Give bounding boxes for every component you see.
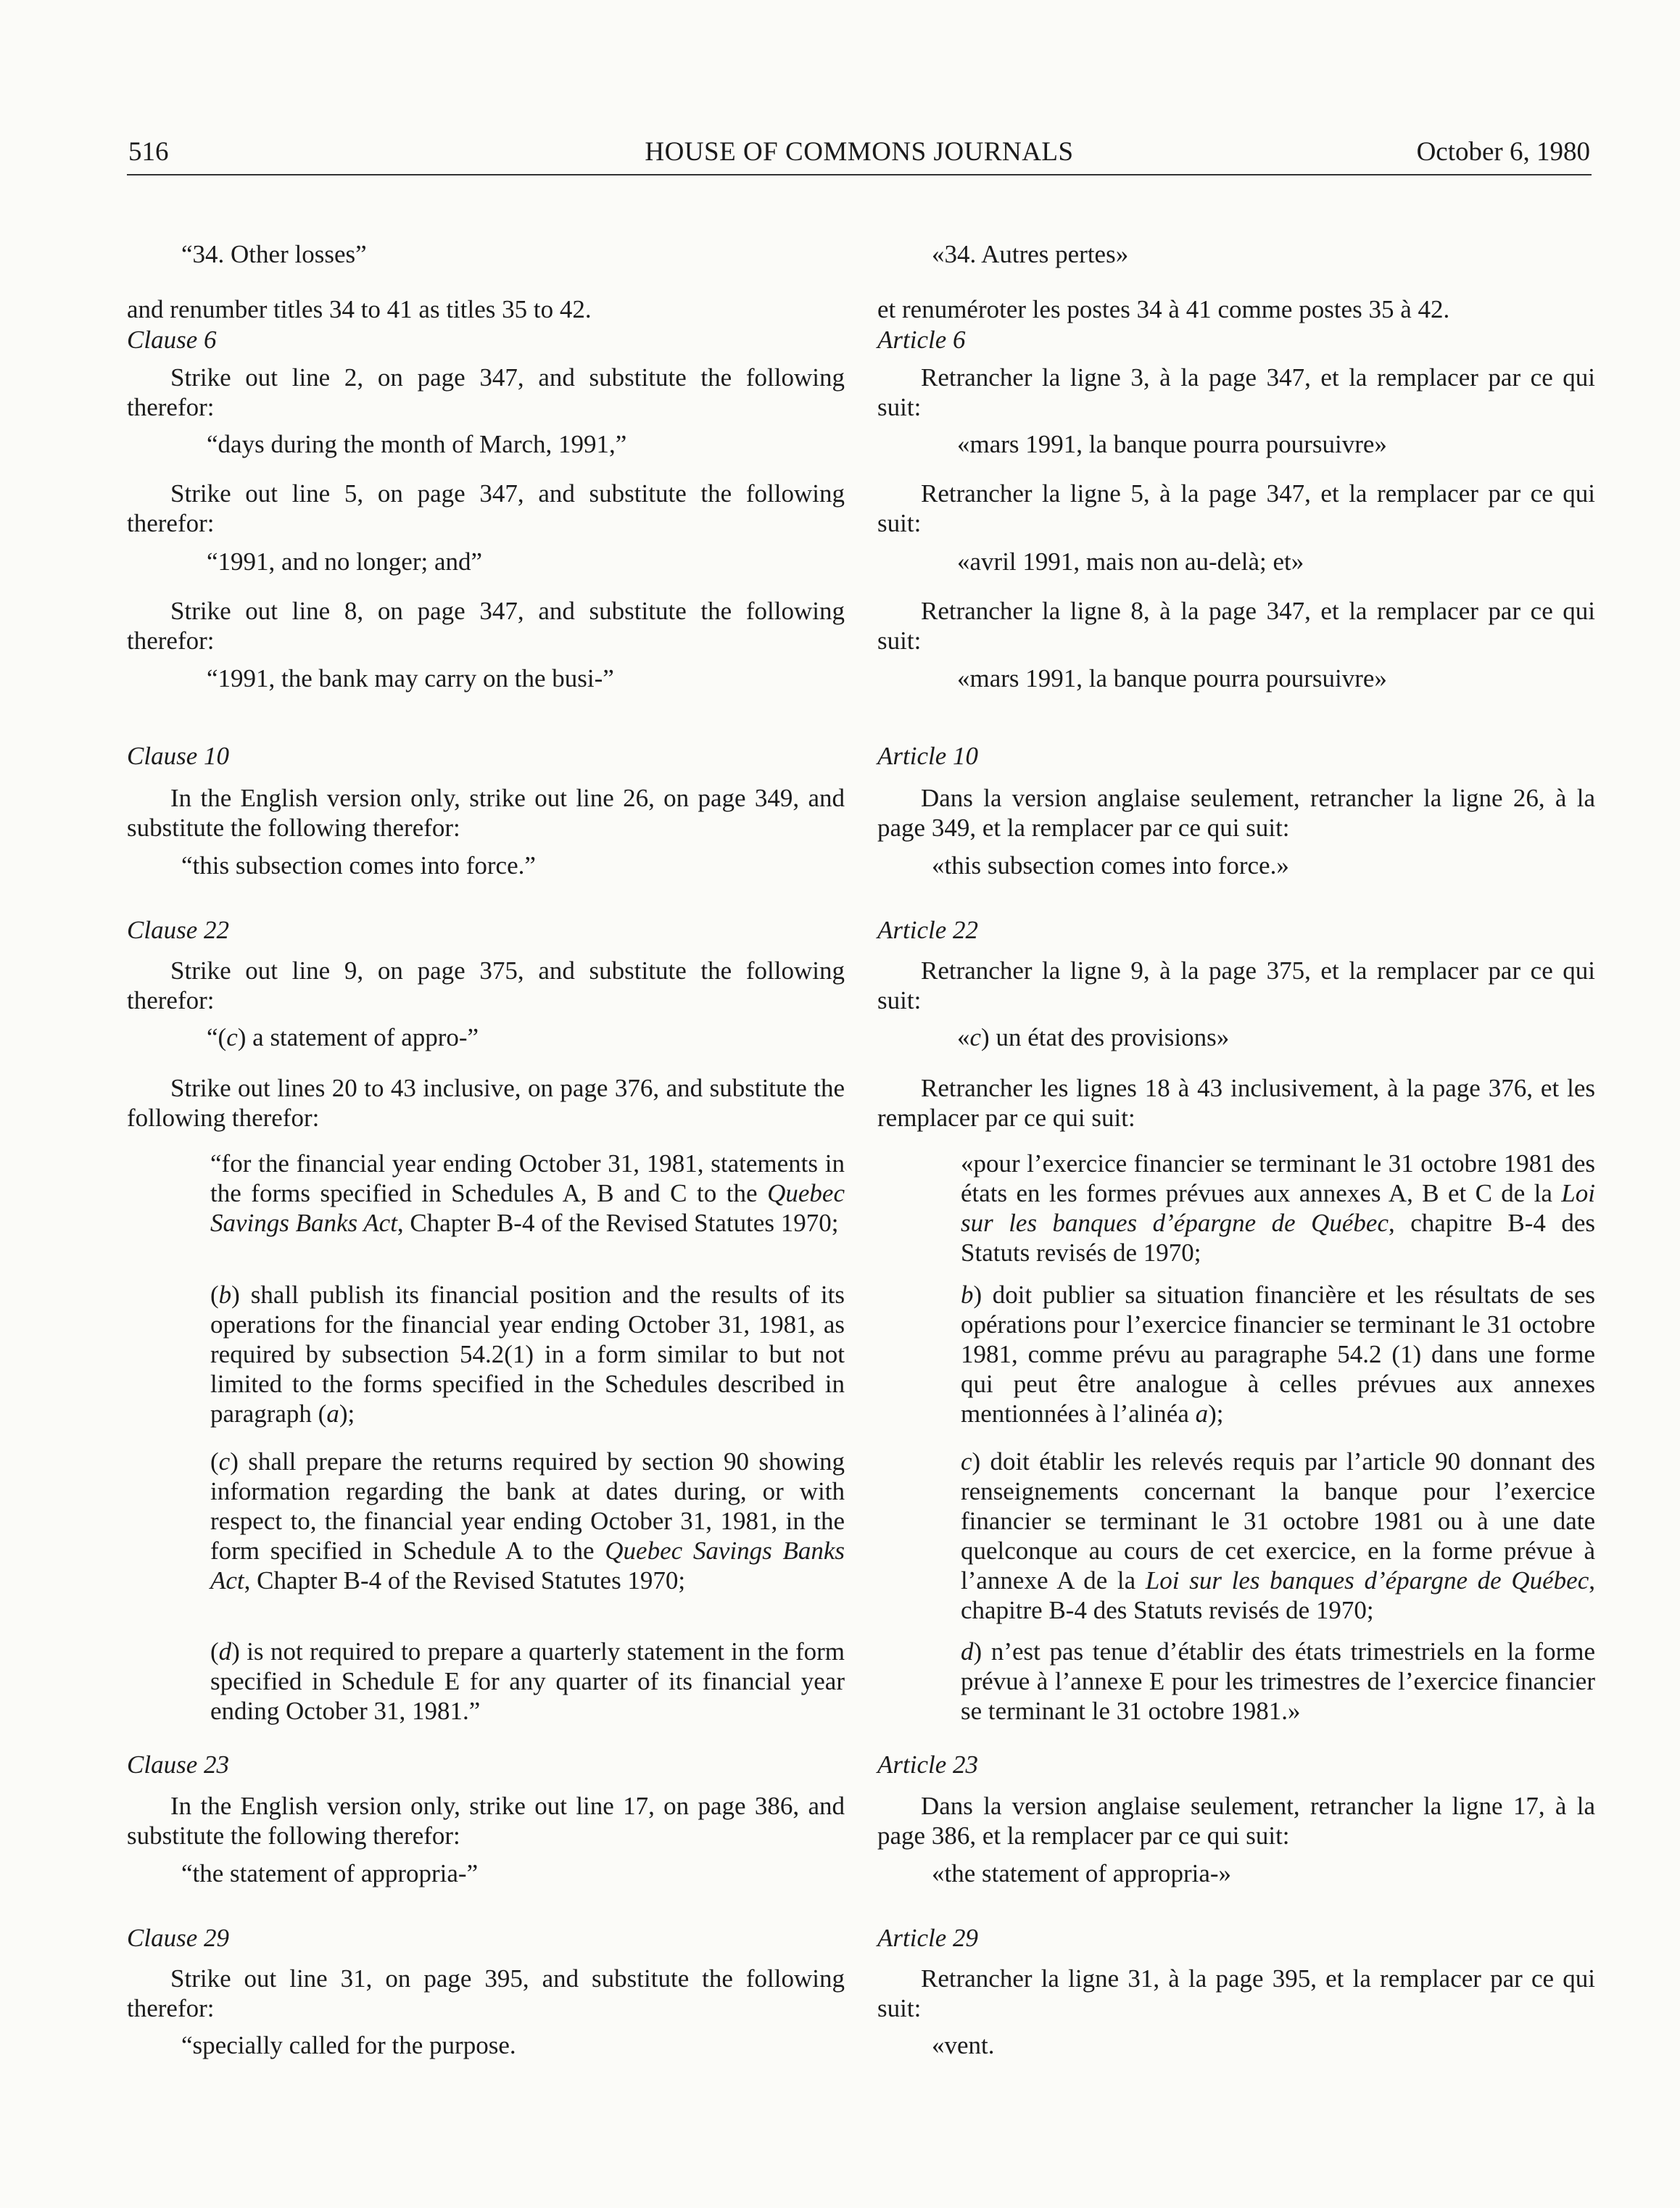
- article-22-quote-1: «c) un état des provisions»: [957, 1023, 1230, 1051]
- article-6-quote-3: «mars 1991, la banque pourra poursuivre»: [957, 664, 1387, 692]
- article-29-instruction: Retrancher la ligne 31, à la page 395, et la remplacer par ce qui suit:: [877, 1964, 1595, 2022]
- clause-6-quote-3: “1991, the bank may carry on the busi-”: [207, 664, 614, 692]
- clause-6-quote-2: “1991, and no longer; and”: [207, 547, 483, 576]
- article-22-para-c: c) doit établir les relevés requis par l’article 90 donnant des renseignements concernant la banque pour l’exercice financier se terminant le 31 octobre 1981 ou à une date quelconque au cours de cet exercice, en la forme prévue à l’annexe A de la Loi sur les banques d’épargne de Québec, chapitre B-4 des Statuts revisés de 1970;: [961, 1447, 1595, 1624]
- article-22-para-d: d) n’est pas tenue d’établir des états trimestriels en la forme prévue à l’annexe E pour les trimestres de l’exercice financier se terminant le 31 octobre 1981.»: [961, 1637, 1595, 1725]
- article-6-instruction-1: Retrancher la ligne 3, à la page 347, et la remplacer par ce qui suit:: [877, 363, 1595, 421]
- header-date: October 6, 1980: [1416, 137, 1590, 167]
- clause-10-instruction: In the English version only, strike out line 26, on page 349, and substitute the following therefor:: [127, 784, 845, 842]
- article-22-para-b: b) doit publier sa situation financière et les résultats de ses opérations pour l’exercice financier se terminant le 31 octobre 1981, comme prévu au paragraphe 54.2 (1) dans une forme qui peut être analogue à celles prévues aux annexes mentionnées à l’alinéa a);: [961, 1281, 1595, 1428]
- item-34-quote: “34. Other losses”: [181, 240, 367, 268]
- article-10-heading: Article 10: [877, 742, 978, 770]
- journal-title: HOUSE OF COMMONS JOURNALS: [645, 137, 1074, 167]
- clause-6-heading: Clause 6: [127, 326, 217, 354]
- clause-22-para-d: (d) is not required to prepare a quarterly statement in the form specified in Schedule E for any quarter of its financial year ending October 31, 1981.”: [210, 1637, 845, 1725]
- article-6-quote-2: «avril 1991, mais non au-delà; et»: [957, 547, 1304, 576]
- clause-23-heading: Clause 23: [127, 1750, 229, 1779]
- article-22-instruction-2: Retrancher les lignes 18 à 43 inclusivement, à la page 376, et les remplacer par ce qui suit:: [877, 1074, 1595, 1132]
- article-22-para-a: «pour l’exercice financier se terminant le 31 octobre 1981 des états en les formes prévues aux annexes A, B et C de la Loi sur les banques d’épargne de Québec, chapitre B-4 des Statuts revisés de 1970;: [961, 1149, 1595, 1267]
- clause-22-para-a: “for the financial year ending October 31, 1981, statements in the forms specified in Schedules A, B and C to the Quebec Savings Banks Act, Chapter B-4 of the Revised Statutes 1970;: [210, 1149, 845, 1237]
- clause-23-quote: “the statement of appropria-”: [181, 1859, 479, 1887]
- article-22-heading: Article 22: [877, 916, 978, 944]
- clause-22-heading: Clause 22: [127, 916, 229, 944]
- clause-23-instruction: In the English version only, strike out line 17, on page 386, and substitute the following therefor:: [127, 1792, 845, 1850]
- article-22-instruction-1: Retrancher la ligne 9, à la page 375, et la remplacer par ce qui suit:: [877, 956, 1595, 1014]
- clause-22-instruction-1: Strike out line 9, on page 375, and substitute the following therefor:: [127, 956, 845, 1014]
- clause-29-quote: “specially called for the purpose.: [181, 2031, 516, 2059]
- article-6-heading: Article 6: [877, 326, 966, 354]
- renumber-text: and renumber titles 34 to 41 as titles 35 to 42.: [127, 295, 592, 323]
- article-6-instruction-2: Retrancher la ligne 5, à la page 347, et la remplacer par ce qui suit:: [877, 479, 1595, 537]
- clause-22-quote-1: “(c) a statement of appro-”: [207, 1023, 479, 1051]
- clause-22-para-b: (b) shall publish its financial position and the results of its operations for the financial year ending October 31, 1981, as required by subsection 54.2(1) in a form similar to but not limited to the forms specified in the Schedules described in paragraph (a);: [210, 1281, 845, 1428]
- clause-10-heading: Clause 10: [127, 742, 229, 770]
- clause-22-para-c: (c) shall prepare the returns required by section 90 showing information regarding the bank at dates during, or with respect to, the financial year ending October 31, 1981, in the form specified in Schedule A to the Quebec Savings Banks Act, Chapter B-4 of the Revised Statutes 1970;: [210, 1447, 845, 1595]
- item-34-quote-fr: «34. Autres pertes»: [932, 240, 1129, 268]
- article-10-instruction: Dans la version anglaise seulement, retrancher la ligne 26, à la page 349, et la remplacer par ce qui suit:: [877, 784, 1595, 842]
- article-10-quote: «this subsection comes into force.»: [932, 851, 1289, 880]
- article-23-instruction: Dans la version anglaise seulement, retrancher la ligne 17, à la page 386, et la remplacer par ce qui suit:: [877, 1792, 1595, 1850]
- page-number: 516: [128, 137, 169, 167]
- renumber-text-fr: et renuméroter les postes 34 à 41 comme postes 35 à 42.: [877, 295, 1450, 323]
- article-6-instruction-3: Retrancher la ligne 8, à la page 347, et la remplacer par ce qui suit:: [877, 597, 1595, 655]
- article-6-quote-1: «mars 1991, la banque pourra poursuivre»: [957, 430, 1387, 458]
- article-29-quote: «vent.: [932, 2031, 995, 2059]
- clause-29-instruction: Strike out line 31, on page 395, and substitute the following therefor:: [127, 1964, 845, 2022]
- clause-6-instruction-2: Strike out line 5, on page 347, and substitute the following therefor:: [127, 479, 845, 537]
- clause-6-instruction-3: Strike out line 8, on page 347, and substitute the following therefor:: [127, 597, 845, 655]
- clause-10-quote: “this subsection comes into force.”: [181, 851, 536, 880]
- clause-6-instruction-1: Strike out line 2, on page 347, and substitute the following therefor:: [127, 363, 845, 421]
- clause-22-instruction-2: Strike out lines 20 to 43 inclusive, on page 376, and substitute the following therefor:: [127, 1074, 845, 1132]
- article-23-quote: «the statement of appropria-»: [932, 1859, 1232, 1887]
- article-23-heading: Article 23: [877, 1750, 978, 1779]
- clause-29-heading: Clause 29: [127, 1924, 229, 1952]
- page-header: [127, 131, 1592, 175]
- clause-6-quote-1: “days during the month of March, 1991,”: [207, 430, 627, 458]
- article-29-heading: Article 29: [877, 1924, 978, 1952]
